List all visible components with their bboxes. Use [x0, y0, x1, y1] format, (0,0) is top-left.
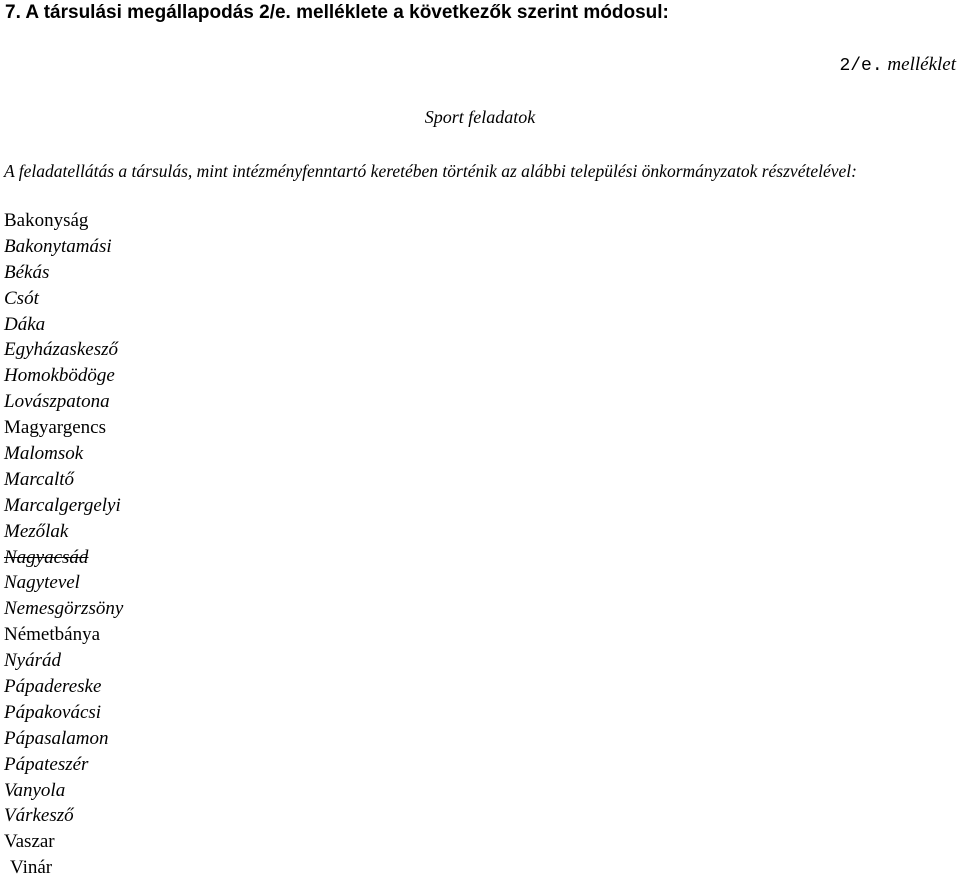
municipality-item: Marcaltő — [4, 468, 75, 490]
municipality-item: Homokbödöge — [4, 365, 115, 387]
municipality-item: Bakonytamási — [4, 235, 112, 257]
municipality-item: Pápasalamon — [4, 727, 109, 749]
municipality-item: Dáka — [4, 313, 46, 335]
document-subtitle: Sport feladatok — [424, 107, 536, 127]
municipality-item: Várkesző — [4, 805, 74, 827]
section-heading: 7. A társulási megállapodás 2/e. melléklete a következők szerint módosul: — [5, 2, 669, 23]
municipality-item: Marcalgergelyi — [4, 494, 121, 516]
municipality-item: Békás — [4, 261, 50, 283]
municipality-item: Nemesgörzsöny — [4, 598, 124, 620]
municipality-item: Nagytevel — [4, 572, 80, 594]
municipality-list — [4, 208, 123, 881]
municipality-item: Csót — [4, 287, 39, 309]
municipality-item: Mezőlak — [4, 520, 69, 542]
municipality-item: Vinár — [10, 857, 53, 879]
municipality-item: Németbánya — [4, 624, 101, 646]
municipality-item: Magyargencs — [4, 417, 107, 439]
municipality-item: Pápakovácsi — [4, 701, 102, 723]
municipality-item: Egyházaskesző — [4, 339, 118, 361]
municipality-item: Malomsok — [4, 443, 84, 465]
municipality-item: Pápadereske — [4, 676, 102, 698]
intro-paragraph: A feladatellátás a társulás, mint intézményfenntartó keretében történik az alábbi települési önkormányzatok részvételével: — [4, 161, 857, 181]
annex-word: melléklet — [887, 54, 956, 75]
annex-label — [839, 54, 956, 77]
municipality-item: Bakonyság — [4, 210, 89, 231]
municipality-item: Vanyola — [4, 779, 66, 801]
annex-number: 2/e. — [839, 56, 883, 76]
municipality-item: Pápateszér — [4, 753, 89, 775]
municipality-item: Nyárád — [4, 650, 61, 672]
municipality-item: Lovászpatona — [4, 391, 110, 413]
municipality-item: Nagyacsád — [4, 546, 89, 568]
municipality-item: Vaszar — [4, 831, 55, 853]
